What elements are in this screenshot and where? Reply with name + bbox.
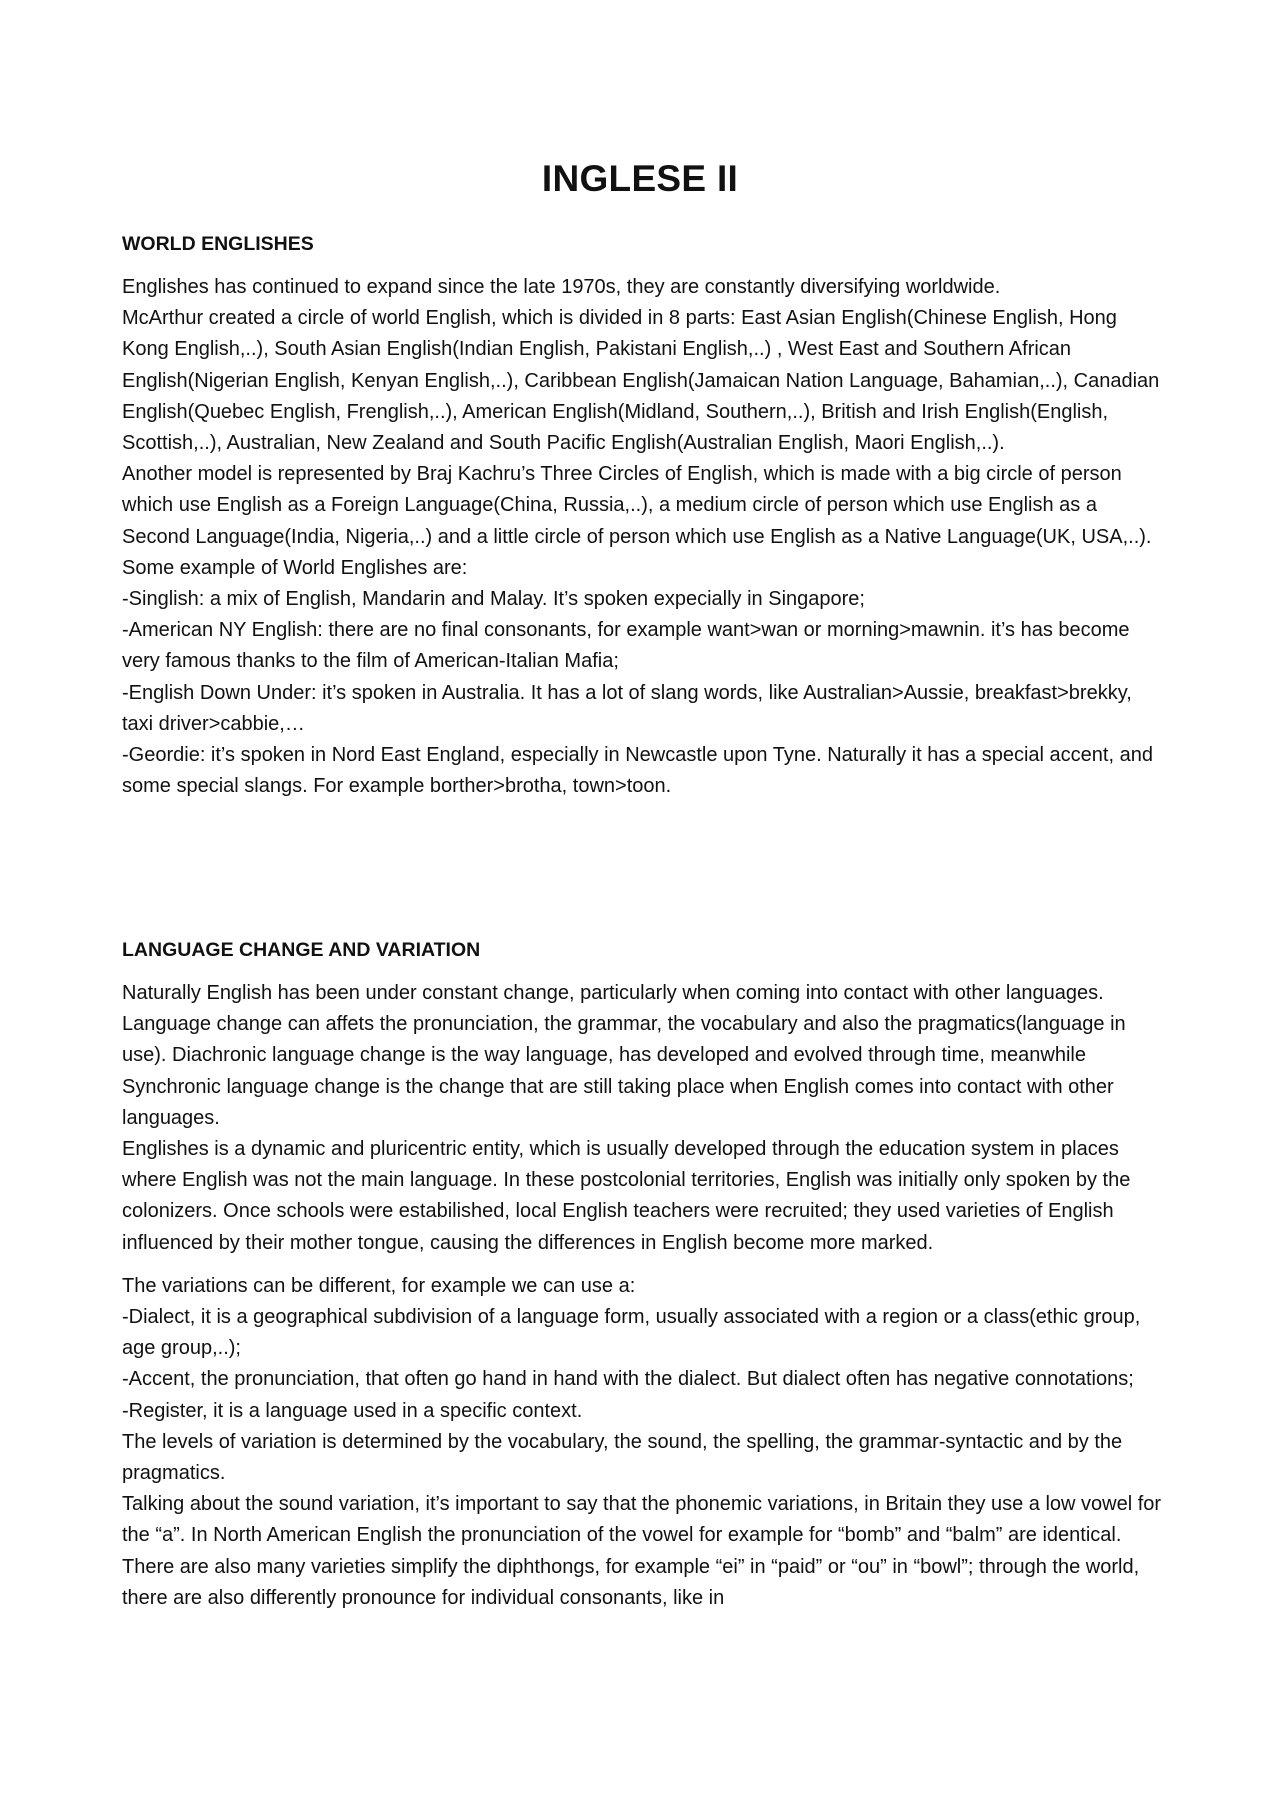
list-item: -American NY English: there are no final consonants, for example want>wan or morning>mawnin. it’s has become very famous thanks to the film of American-Italian Mafia; <box>122 619 1130 673</box>
section-language-change <box>122 936 1162 1614</box>
paragraph-gap <box>122 1259 1162 1271</box>
document-title: INGLESE II <box>541 158 739 199</box>
paragraph: The variations can be different, for example we can use a: <box>122 1274 636 1297</box>
paragraph: McArthur created a circle of world English, which is divided in 8 parts: East Asian English(Chinese English, Hong Kong English,..), South Asian English(Indian English, Pakistani English,..) , West East and Southern African English(Nigerian English, Kenyan English,..), Caribbean English(Jamaican Nation Language, Bahamian,..), Canadian English(Quebec English, Frenglish,..), American English(Midland, Southern,..), British and Irish English(English, Scottish,..), Australian, New Zealand and South Pacific English(Australian English, Maori English,..). <box>122 307 1160 455</box>
list-item: -Geordie: it’s spoken in Nord East England, especially in Newcastle upon Tyne. Naturally it has a special accent, and some special slangs. For example borther>brotha, town>toon. <box>122 744 1153 798</box>
list-item: -Register, it is a language used in a specific context. <box>122 1399 583 1422</box>
section-world-englishes <box>122 230 1162 802</box>
list-item: -Accent, the pronunciation, that often go hand in hand with the dialect. But dialect often has negative connotations; <box>122 1368 1134 1391</box>
section-heading: LANGUAGE CHANGE AND VARIATION <box>122 939 481 961</box>
paragraph: Another model is represented by Braj Kachru’s Three Circles of English, which is made with a big circle of person which use English as a Foreign Language(China, Russia,..), a medium circle of person which use English as a Second Language(India, Nigeria,..) and a little circle of person which use English as a Native Language(UK, USA,..). <box>122 463 1152 548</box>
section-heading: WORLD ENGLISHES <box>122 233 314 255</box>
paragraph: Naturally English has been under constant change, particularly when coming into contact with other languages. Language change can affets the pronunciation, the grammar, the vocabulary and also the pragmatics(language in use). Diachronic language change is the way language, has developed and evolved through time, meanwhile Synchronic language change is the change that are still taking place when English comes into contact with other languages. <box>122 982 1126 1129</box>
paragraph: Englishes has continued to expand since the late 1970s, they are constantly diversifying worldwide. <box>122 276 1001 298</box>
paragraph: Englishes is a dynamic and pluricentric entity, which is usually developed through the education system in places where English was not the main language. In these postcolonial territories, English was initially only spoken by the colonizers. Once schools were estabilished, local English teachers were recruited; they used varieties of English influenced by their mother tongue, causing the differences in English become more marked. <box>122 1138 1131 1254</box>
paragraph: Some example of World Englishes are: <box>122 556 468 579</box>
list-item: -Singlish: a mix of English, Mandarin and Malay. It’s spoken expecially in Singapore; <box>122 588 865 611</box>
list-item: -Dialect, it is a geographical subdivision of a language form, usually associated with a region or a class(ethic group, age group,..); <box>122 1306 1141 1360</box>
paragraph: Talking about the sound variation, it’s important to say that the phonemic variations, in Britain they use a low vowel for the “a”. In North American English the pronunciation of the vowel for example for “bomb” and “balm” are identical. There are also many varieties simplify the diphthongs, for example “ei” in “paid” or “ou” in “bowl”; through the world, there are also differently pronounce for individual consonants, like in <box>122 1493 1162 1609</box>
paragraph: The levels of variation is determined by the vocabulary, the sound, the spelling, the grammar-syntactic and by the pragmatics. <box>122 1430 1123 1485</box>
list-item: -English Down Under: it’s spoken in Australia. It has a lot of slang words, like Australian>Aussie, breakfast>brekky, taxi driver>cabbie,… <box>122 681 1132 735</box>
